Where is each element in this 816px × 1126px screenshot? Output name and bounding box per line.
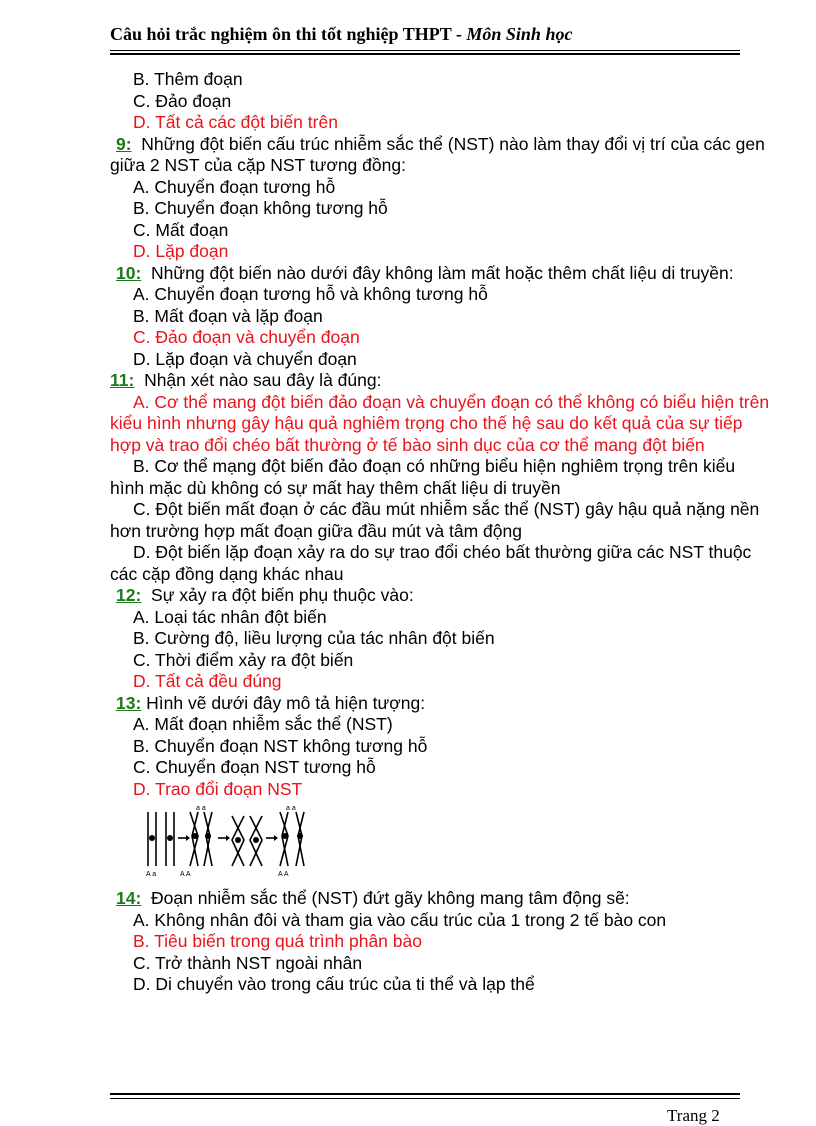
question-text: Những đột biến cấu trúc nhiễm sắc thể (NST) nào làm thay đổi vị trí của các gen giữa 2 NST của cặp NST tương đồng:	[110, 133, 765, 175]
question-number: 13:	[116, 692, 142, 713]
question-text: Những đột biến nào dưới đây không làm mất hoặc thêm chất liệu di truyền:	[151, 262, 734, 283]
option-b: B. Mất đoạn và lặp đoạn	[133, 305, 323, 326]
option-a: A. Không nhân đôi và tham gia vào cấu trúc của 1 trong 2 tế bào con	[133, 909, 667, 930]
figure-label-bottom-2: A A	[180, 871, 191, 878]
option-a: A. Chuyển đoạn tương hỗ	[133, 176, 336, 197]
option-d: D. Lặp đoạn và chuyển đoạn	[133, 348, 357, 369]
question-text: Nhận xét nào sau đây là đúng:	[144, 370, 382, 390]
option-prev-c: C. Đảo đoạn	[133, 90, 232, 111]
question-number: 12:	[116, 585, 142, 605]
header-rule-thick	[110, 53, 740, 55]
option-d: D. Di chuyển vào trong cấu trúc của ti thể và lạp thể	[133, 974, 535, 994]
option-a: A. Loại tác nhân đột biến	[133, 606, 327, 627]
option-c: C. Mất đoạn	[133, 219, 229, 240]
option-d-correct: D. Trao đổi đoạn NST	[133, 778, 303, 799]
option-b: B. Cơ thể mạng đột biến đảo đoạn có những biểu hiện nghiêm trọng trên kiểu hình mặc dù không có sự mất hay thêm chất liệu di truyền	[110, 456, 736, 498]
option-b-correct: B. Tiêu biến trong quá trình phân bào	[133, 931, 422, 951]
option-b: B. Chuyển đoạn không tương hỗ	[133, 198, 388, 218]
question-13	[110, 693, 770, 715]
option-a: A. Chuyển đoạn tương hỗ và không tương hỗ	[133, 284, 488, 304]
option-b: B. Cường độ, liều lượng của tác nhân đột biến	[133, 628, 495, 648]
option-a: A. Mất đoạn nhiễm sắc thể (NST)	[133, 714, 393, 734]
header-subject: Môn Sinh học	[466, 24, 573, 44]
option-c: C. Trở thành NST ngoài nhân	[133, 952, 363, 973]
option-c: C. Đột biến mất đoạn ở các đầu mút nhiễm sắc thể (NST) gây hậu quả nặng nền hơn trường hợp mất đoạn giữa đầu mút và tâm động	[110, 499, 760, 541]
chromosome-diagram	[140, 806, 330, 878]
question-10	[110, 263, 770, 285]
option-c: C. Thời điểm xảy ra đột biến	[133, 649, 354, 670]
option-c: C. Chuyển đoạn NST tương hỗ	[133, 757, 376, 777]
option-b: B. Chuyển đoạn NST không tương hỗ	[133, 735, 428, 756]
figure-label-top-2: a a	[286, 806, 296, 812]
question-text: Sự xảy ra đột biến phụ thuộc vào:	[151, 585, 414, 605]
page-number: Trang 2	[667, 1106, 720, 1125]
question-number: 9:	[116, 133, 132, 154]
option-d-correct: D. Tất cả đều đúng	[133, 671, 282, 691]
figure-label-top-1: a a	[196, 806, 206, 812]
option-prev-b: B. Thêm đoạn	[133, 69, 243, 89]
question-14	[110, 888, 770, 910]
footer-rule-thick	[110, 1093, 740, 1095]
option-prev-d-correct: D. Tất cả các đột biến trên	[133, 112, 338, 132]
chromosome-figure	[140, 806, 770, 878]
question-text: Hình vẽ dưới đây mô tả hiện tượng:	[146, 692, 426, 713]
question-12	[110, 585, 770, 607]
question-number: 11:	[110, 370, 135, 390]
question-list	[110, 69, 770, 996]
option-c-correct: C. Đảo đoạn và chuyển đoạn	[133, 327, 360, 347]
question-11	[110, 370, 770, 392]
option-d-correct: D. Lặp đoạn	[133, 241, 229, 261]
footer-rule-thin	[110, 1098, 740, 1099]
page-header	[110, 24, 740, 45]
header-title: Câu hỏi trắc nghiệm ôn thi tốt nghiệp THPT	[110, 24, 452, 44]
header-separator: -	[451, 24, 467, 44]
option-d: D. Đột biến lặp đoạn xảy ra do sự trao đổi chéo bất thường giữa các NST thuộc các cặp đồng dạng khác nhau	[110, 542, 752, 584]
figure-label-bottom-3: A A	[278, 871, 289, 878]
question-number: 10:	[116, 262, 142, 283]
option-a-correct: A. Cơ thể mang đột biến đảo đoạn và chuyển đoạn có thể không có biểu hiện trên kiểu hình nhưng gây hậu quả nghiêm trọng cho thế hệ sau do kết quả của sự tiếp hợp và trao đổi chéo bất thường ở tế bào sinh dục của cơ thể mang đột biến	[110, 391, 770, 455]
question-number: 14:	[116, 888, 142, 908]
question-9	[110, 134, 770, 177]
question-text: Đoạn nhiễm sắc thể (NST) đứt gãy không mang tâm động sẽ:	[151, 888, 630, 908]
figure-label-bottom-1: A a	[146, 871, 157, 878]
header-rule-thin	[110, 50, 740, 51]
